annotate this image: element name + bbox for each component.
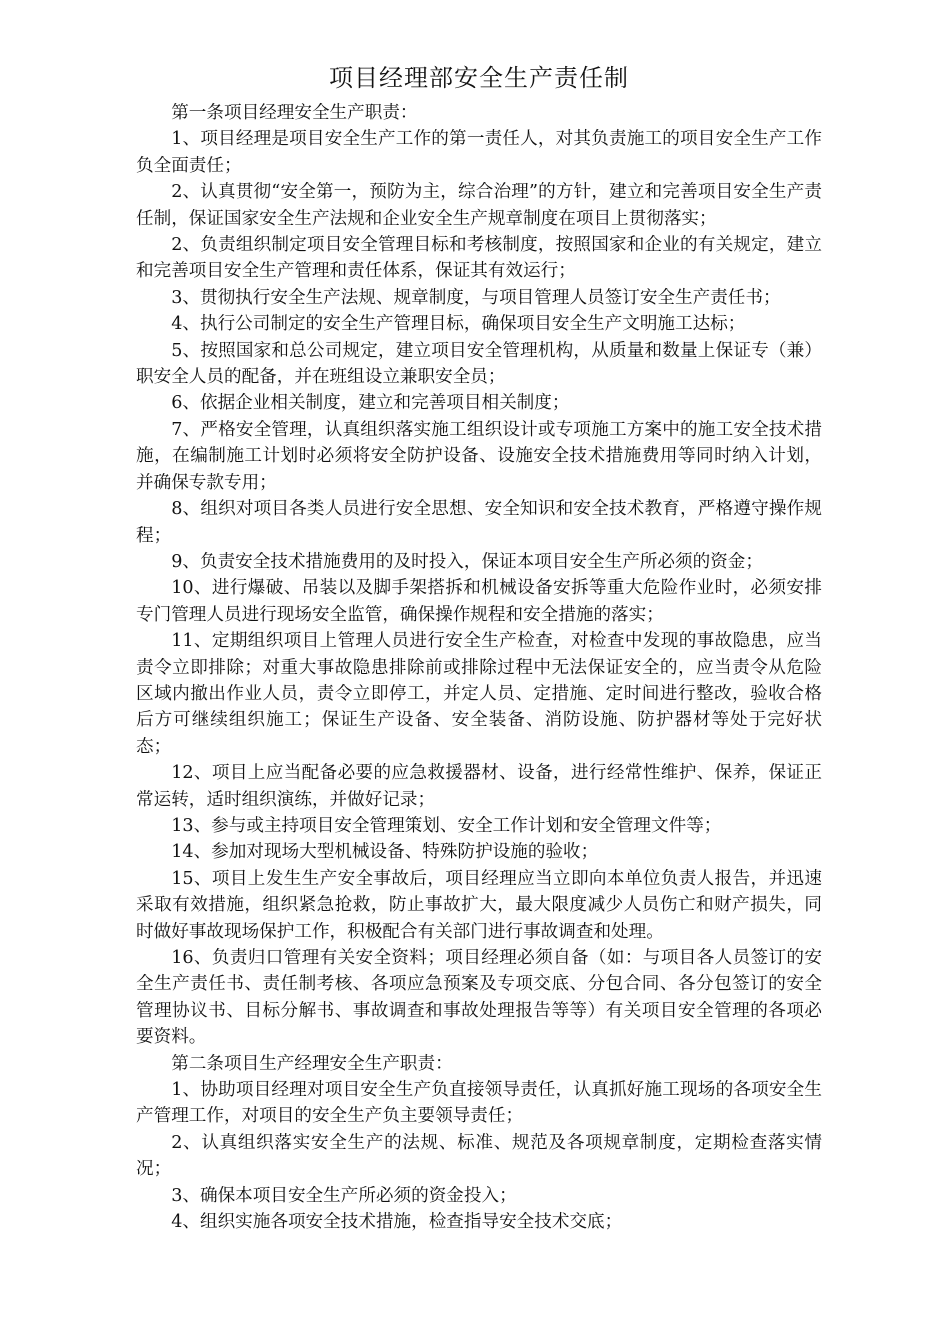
paragraph-item: 6、依据企业相关制度，建立和完善项目相关制度； [171, 393, 570, 414]
paragraph-item: 7、严格安全管理，认真组织落实施工组织设计或专项施工方案中的施工安全技术措施，在编制施工计划时必须将安全防护设备、设施安全技术措施费用等同时纳入计划，并确保专款专用； [136, 419, 822, 493]
paragraph-item: 12、项目上应当配备必要的应急救援器材、设备，进行经常性维护、保养，保证正常运转，适时组织演练，并做好记录； [136, 763, 822, 810]
paragraph-item: 2、认真贯彻“安全第一，预防为主，综合治理”的方针，建立和完善项目安全生产责任制，保证国家安全生产法规和企业安全生产规章制度在项目上贯彻落实； [136, 182, 822, 229]
paragraph-article-1-heading: 第一条项目经理安全生产职责： [171, 103, 418, 123]
paragraph-item: 5、按照国家和总公司规定，建立项目安全管理机构，从质量和数量上保证专（兼）职安全人员的配备，并在班组设立兼职安全员； [136, 340, 822, 388]
document-title: 项目经理部安全生产责任制 [329, 64, 629, 92]
paragraph-item: 2、认真组织落实安全生产的法规、标准、规范及各项规章制度，定期检查落实情况； [136, 1132, 822, 1180]
paragraph-item: 11、定期组织项目上管理人员进行安全生产检查，对检查中发现的事故隐患，应当责令立即排除；对重大事故隐患排除前或排除过程中无法保证安全的，应当责令从危险区域内撤出作业人员，责令立即停工，并定人员、定措施、定时间进行整改，验收合格后方可继续组织施工；保证生产设备、安全装备、消防设施、防护器材等处于完好状态； [136, 631, 822, 757]
paragraph-item: 1、项目经理是项目安全生产工作的第一责任人，对其负责施工的项目安全生产工作负全面责任； [136, 129, 822, 176]
paragraph-item: 9、负责安全技术措施费用的及时投入，保证本项目安全生产所必须的资金； [171, 551, 763, 572]
paragraph-item: 4、执行公司制定的安全生产管理目标，确保项目安全生产文明施工达标； [171, 314, 746, 335]
document-body [136, 100, 822, 1235]
paragraph-item: 13、参与或主持项目安全管理策划、安全工作计划和安全管理文件等； [171, 815, 722, 836]
paragraph-article-2-heading: 第二条项目生产经理安全生产职责： [171, 1053, 453, 1074]
paragraph-item: 8、组织对项目各类人员进行安全思想、安全知识和安全技术教育，严格遵守操作规程； [136, 499, 822, 546]
document-page [136, 58, 822, 1235]
paragraph-item: 14、参加对现场大型机械设备、特殊防护设施的验收； [171, 842, 599, 863]
paragraph-item: 2、负责组织制定项目安全管理目标和考核制度，按照国家和企业的有关规定，建立和完善项目安全生产管理和责任体系，保证其有效运行； [136, 235, 822, 282]
paragraph-item: 4、组织实施各项安全技术措施，检查指导安全技术交底； [171, 1212, 623, 1233]
paragraph-item: 3、确保本项目安全生产所必须的资金投入； [171, 1185, 517, 1206]
paragraph-item: 16、负责归口管理有关安全资料；项目经理必须自备（如：与项目各人员签订的安全生产责任书、责任制考核、各项应急预案及专项交底、分包合同、各分包签订的安全管理协议书、目标分解书、事故调查和事故处理报告等等）有关项目安全管理的各项必要资料。 [136, 948, 822, 1048]
paragraph-item: 10、进行爆破、吊装以及脚手架搭拆和机械设备安拆等重大危险作业时，必须安排专门管理人员进行现场安全监管，确保操作规程和安全措施的落实； [136, 578, 822, 625]
paragraph-item: 1、协助项目经理对项目安全生产负直接领导责任，认真抓好施工现场的各项安全生产管理工作，对项目的安全生产负主要领导责任； [136, 1080, 822, 1127]
paragraph-item: 3、贯彻执行安全生产法规、规章制度，与项目管理人员签订安全生产责任书； [171, 287, 781, 308]
paragraph-item: 15、项目上发生生产安全事故后，项目经理应当立即向本单位负责人报告，并迅速采取有效措施，组织紧急抢救，防止事故扩大，最大限度减少人员伤亡和财产损失，同时做好事故现场保护工作，积极配合有关部门进行事故调查和处理。 [136, 868, 822, 942]
